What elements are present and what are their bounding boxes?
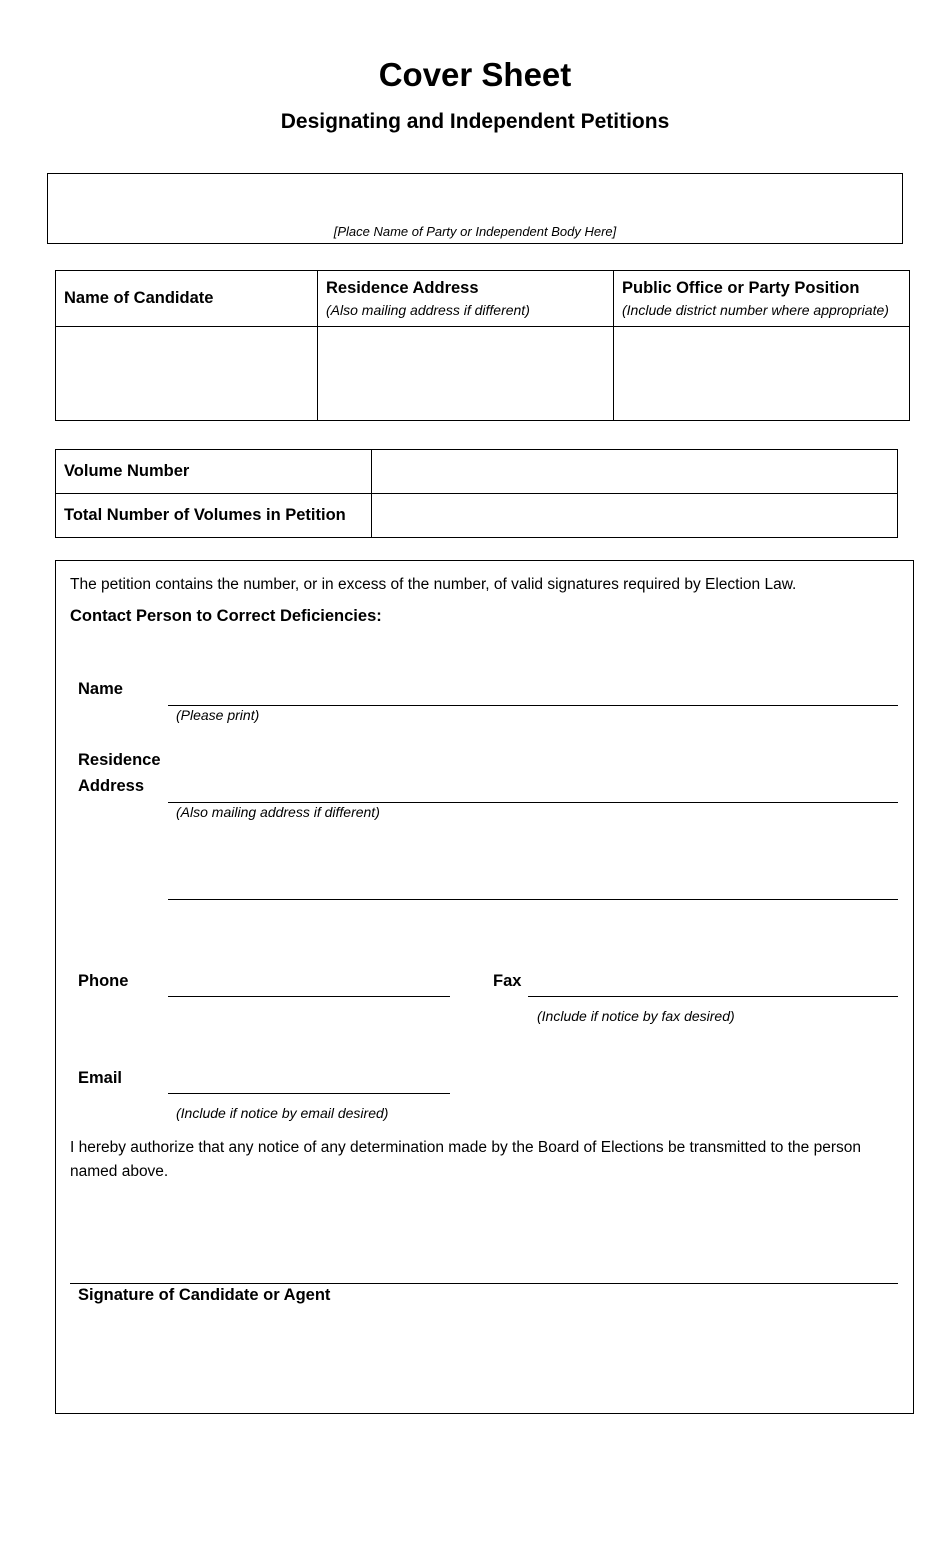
volume-number-label: Volume Number [56,450,372,494]
fax-hint: (Include if notice by fax desired) [537,1008,735,1024]
residence-label-line1: Residence [78,751,161,769]
residence-address-header: Residence Address (Also mailing address if different) [318,271,614,327]
volume-number-cell[interactable] [372,450,898,494]
phone-label: Phone [78,972,129,990]
residence-line[interactable] [168,802,898,803]
candidate-name-cell[interactable] [56,327,318,421]
residence-address-cell[interactable] [318,327,614,421]
residence-hint: (Also mailing address if different) [176,804,380,820]
residence-line-2[interactable] [168,899,898,900]
email-label: Email [78,1069,123,1087]
name-hint: (Please print) [176,707,260,723]
public-office-cell[interactable] [614,327,910,421]
email-line[interactable] [168,1093,450,1094]
residence-label-line2: Address [78,777,145,795]
page-title: Cover Sheet [378,56,572,93]
signature-label: Signature of Candidate or Agent [78,1286,331,1304]
signature-statement: The petition contains the number, or in excess of the number, of valid signatures required by Election Law. [70,576,797,593]
signature-line[interactable] [70,1283,898,1284]
total-volumes-label: Total Number of Volumes in Petition [56,494,372,538]
public-office-header: Public Office or Party Position (Include district number where appropriate) [614,271,910,327]
email-hint: (Include if notice by email desired) [176,1105,389,1121]
candidate-table [55,270,910,421]
party-placeholder: [Place Name of Party or Independent Body Here] [333,224,617,239]
authorization-statement: I hereby authorize that any notice of any determination made by the Board of Elections be transmitted to the person named above. [70,1139,861,1180]
name-label: Name [78,680,123,698]
volume-table [55,449,898,538]
name-line[interactable] [168,705,898,706]
total-volumes-cell[interactable] [372,494,898,538]
contact-heading: Contact Person to Correct Deficiencies: [70,607,382,625]
fax-line[interactable] [528,996,898,997]
page-subtitle: Designating and Independent Petitions [280,110,670,133]
candidate-name-header: Name of Candidate [56,271,318,327]
phone-line[interactable] [168,996,450,997]
fax-label: Fax [493,972,522,990]
party-name-box[interactable] [47,173,903,244]
